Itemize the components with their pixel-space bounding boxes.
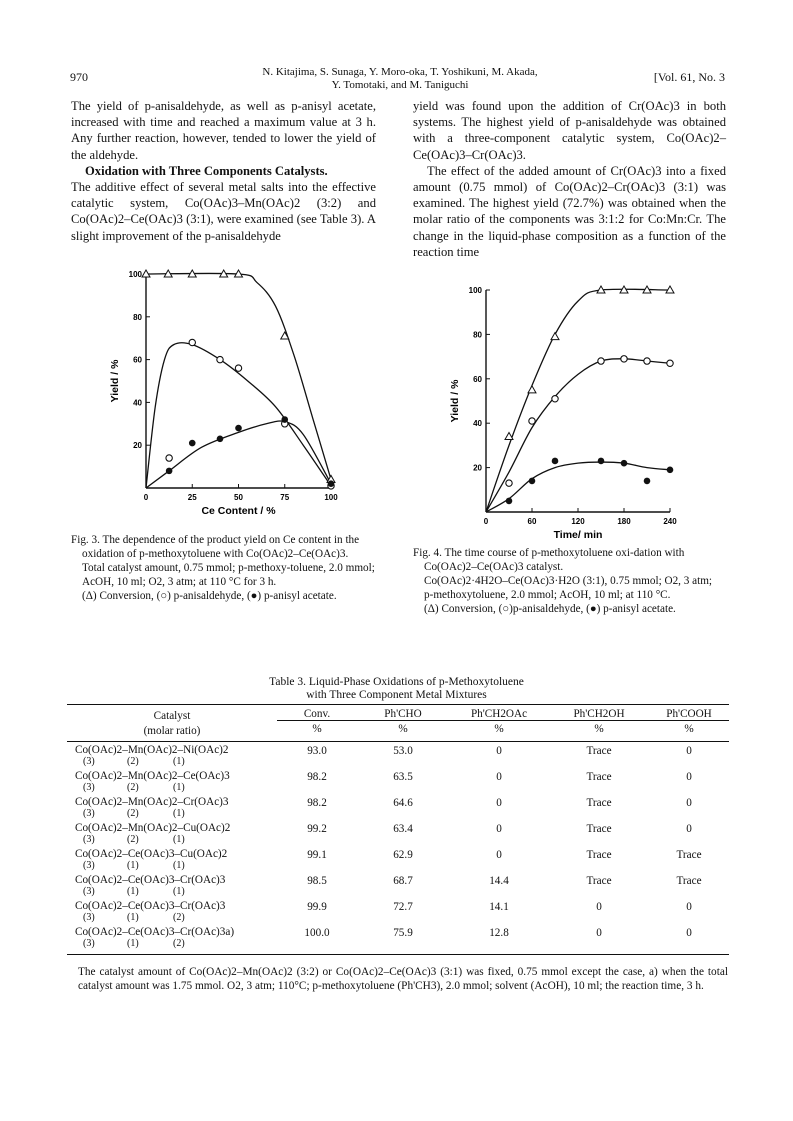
x-tick-label: 240 bbox=[663, 517, 677, 526]
table-cell-value: 99.1 bbox=[307, 849, 327, 861]
table-cell-catalyst bbox=[67, 872, 277, 898]
y-tick-label: 20 bbox=[473, 463, 482, 473]
table-cell-value: 75.9 bbox=[357, 924, 449, 955]
fig3-caption-title: Fig. 3. The dependence of the product yield on Ce content in the oxidation of p-methoxytoluene with Co(OAc)2–Ce(OAc)3. bbox=[71, 534, 360, 560]
table-cell-value: Trace bbox=[676, 849, 702, 861]
data-point-anisaldehyde bbox=[166, 455, 172, 461]
catalyst-name: Co(OAc)2–Ce(OAc)3–Cu(OAc)2 bbox=[75, 848, 228, 860]
table-cell-value: 53.0 bbox=[357, 742, 449, 769]
x-tick-label: 0 bbox=[483, 517, 489, 526]
left-paragraph-2: The additive effect of several metal salts into the effective catalytic system, Co(OAc)3–Mn(OAc)2 (3:2) and Co(OAc)2–Ce(OAc)3 (3:1), were examined (see Table 3). A slight improvement of the p-anisaldehyde bbox=[71, 180, 376, 243]
ratio-value: (3) bbox=[83, 860, 95, 871]
x-tick-label: 60 bbox=[527, 517, 537, 526]
data-point-anisyl-acetate bbox=[166, 468, 173, 475]
table-cell-value: Trace bbox=[586, 849, 612, 861]
y-tick-label: 20 bbox=[133, 441, 142, 451]
x-tick-label: 180 bbox=[617, 517, 631, 526]
data-point-anisyl-acetate bbox=[281, 416, 288, 423]
series-curve bbox=[146, 273, 331, 479]
table-cell-value: 72.7 bbox=[393, 901, 413, 913]
catalyst-name: Co(OAc)2–Mn(OAc)2–Ce(OAc)3 bbox=[75, 770, 230, 782]
catalyst-ratio bbox=[75, 886, 277, 898]
table-cell-value: 98.2 bbox=[307, 771, 327, 783]
table-cell-value: 0 bbox=[686, 797, 692, 809]
ratio-value: (1) bbox=[127, 912, 139, 923]
table-cell-value: 0 bbox=[649, 924, 729, 955]
right-paragraph-2: The effect of the added amount of Cr(OAc)3 into a fixed amount (0.75 mmol) of Co(OAc)2–Cr(OAc)3 (3:1) was examined. The highest yield (72.7%) was obtained when the molar ratio of the components was 3:1:2 for Co:Mn:Cr. The change in the liquid-phase composition as a function of the reaction time bbox=[413, 163, 726, 259]
table-cell-value: 63.4 bbox=[393, 823, 413, 835]
ratio-value: (3) bbox=[83, 808, 95, 819]
table-cell-catalyst bbox=[67, 898, 277, 924]
fig3-caption bbox=[71, 533, 376, 603]
table-row bbox=[67, 794, 729, 820]
table3-body bbox=[67, 742, 729, 955]
data-point-anisaldehyde bbox=[217, 356, 223, 362]
catalyst-ratio bbox=[75, 756, 277, 768]
table-cell-value: 64.6 bbox=[393, 797, 413, 809]
table-cell-value: 99.2 bbox=[307, 823, 327, 835]
table3-header-ch2oac: Ph'CH2OAc bbox=[470, 708, 528, 720]
data-point-anisyl-acetate bbox=[644, 478, 651, 485]
series-curve bbox=[486, 462, 670, 512]
table-cell-value: 0 bbox=[549, 924, 649, 955]
ratio-value: (1) bbox=[127, 938, 139, 949]
catalyst-ratio bbox=[75, 912, 277, 924]
table-cell-value: 0 bbox=[496, 823, 502, 835]
table-cell-value: Trace bbox=[586, 771, 612, 783]
x-tick-label: 75 bbox=[280, 493, 290, 502]
section-heading: Oxidation with Three Components Catalysts. bbox=[85, 163, 328, 178]
ratio-value: (3) bbox=[83, 938, 95, 949]
table-cell-catalyst bbox=[67, 924, 277, 955]
fig4-caption-legend: (Δ) Conversion, (○)p-anisaldehyde, (●) p-anisyl acetate. bbox=[424, 603, 676, 615]
table-cell-value: 0 bbox=[596, 901, 602, 913]
data-point-anisyl-acetate bbox=[506, 498, 513, 505]
table-cell-value: 93.0 bbox=[277, 742, 357, 769]
table-cell-value: 100.0 bbox=[277, 924, 357, 955]
left-column bbox=[71, 98, 376, 244]
table-cell-value: 62.9 bbox=[393, 849, 413, 861]
fig4-caption-title: Fig. 4. The time course of p-methoxytoluene oxi-dation with Co(OAc)2–Ce(OAc)3 catalyst. bbox=[413, 547, 685, 573]
data-point-anisaldehyde bbox=[529, 418, 535, 424]
data-point-anisyl-acetate bbox=[621, 460, 628, 467]
data-point-conversion bbox=[551, 333, 559, 340]
fig3-svg bbox=[100, 268, 370, 528]
ratio-value: (2) bbox=[127, 808, 139, 819]
table3-subheader-ratio: (molar ratio) bbox=[143, 725, 201, 737]
table3-caption-line-1: Table 3. Liquid-Phase Oxidations of p-Methoxytoluene bbox=[269, 676, 524, 688]
y-tick-label: 100 bbox=[128, 270, 142, 279]
table-cell-value: Trace bbox=[586, 823, 612, 835]
x-axis-label: Time/ min bbox=[553, 529, 603, 541]
catalyst-name: Co(OAc)2–Mn(OAc)2–Cr(OAc)3 bbox=[75, 796, 229, 808]
table3-header-cho: Ph'CHO bbox=[384, 708, 422, 720]
data-point-anisaldehyde bbox=[506, 480, 512, 486]
table-cell-value: 0 bbox=[496, 797, 502, 809]
catalyst-ratio bbox=[75, 860, 277, 872]
ratio-value: (1) bbox=[127, 886, 139, 897]
table-cell-value: 0 bbox=[496, 849, 502, 861]
x-tick-label: 100 bbox=[324, 493, 338, 502]
data-point-anisaldehyde bbox=[644, 358, 650, 364]
table-cell-value: 68.7 bbox=[393, 875, 413, 887]
data-point-anisaldehyde bbox=[621, 356, 627, 362]
data-point-anisaldehyde bbox=[189, 339, 195, 345]
x-axis-label: Ce Content / % bbox=[201, 505, 276, 517]
ratio-value: (3) bbox=[83, 834, 95, 845]
authors bbox=[200, 66, 600, 92]
x-tick-label: 0 bbox=[143, 493, 149, 502]
ratio-value: (1) bbox=[173, 860, 185, 871]
table3-header-catalyst: Catalyst (molar ratio) bbox=[67, 705, 277, 742]
ratio-value: (3) bbox=[83, 756, 95, 767]
ratio-value: (1) bbox=[173, 756, 185, 767]
catalyst-name: Co(OAc)2–Mn(OAc)2–Cu(OAc)2 bbox=[75, 822, 231, 834]
table-cell-catalyst bbox=[67, 846, 277, 872]
table-cell-catalyst bbox=[67, 742, 277, 769]
table-cell-value: 63.5 bbox=[393, 771, 413, 783]
table3-caption bbox=[0, 676, 793, 702]
catalyst-name: Co(OAc)2–Mn(OAc)2–Ni(OAc)2 bbox=[75, 744, 229, 756]
data-point-anisyl-acetate bbox=[552, 458, 559, 465]
table-row bbox=[67, 742, 729, 769]
catalyst-ratio bbox=[75, 808, 277, 820]
table-cell-value: Trace bbox=[586, 797, 612, 809]
data-point-anisyl-acetate bbox=[598, 458, 605, 465]
series-curve bbox=[486, 289, 670, 512]
table-row bbox=[67, 820, 729, 846]
table-cell-value: 0 bbox=[649, 742, 729, 769]
table3-unit: % bbox=[357, 721, 449, 742]
table-row bbox=[67, 846, 729, 872]
table-cell-value: 98.5 bbox=[307, 875, 327, 887]
y-tick-label: 40 bbox=[473, 419, 482, 429]
ratio-value: (3) bbox=[83, 886, 95, 897]
y-tick-label: 80 bbox=[133, 312, 142, 322]
data-point-anisaldehyde bbox=[235, 365, 241, 371]
data-point-anisyl-acetate bbox=[217, 435, 224, 442]
table3-header-ch2oh: Ph'CH2OH bbox=[573, 708, 625, 720]
x-tick-label: 25 bbox=[187, 493, 197, 502]
ratio-value: (1) bbox=[127, 860, 139, 871]
fig4-chart bbox=[440, 278, 710, 543]
table-row bbox=[67, 898, 729, 924]
catalyst-name: Co(OAc)2–Ce(OAc)3–Cr(OAc)3 bbox=[75, 874, 226, 886]
authors-line-1: N. Kitajima, S. Sunaga, Y. Moro-oka, T. Yoshikuni, M. Akada, bbox=[262, 66, 538, 78]
catalyst-name: Co(OAc)2–Ce(OAc)3–Cr(OAc)3a) bbox=[75, 926, 235, 938]
y-axis-label: Yield / % bbox=[449, 379, 461, 423]
fig3-caption-conditions: Total catalyst amount, 0.75 mmol; p-methoxy-toluene, 2.0 mmol; AcOH, 10 ml; O2, 3 atm; at 110 °C for 3 h. bbox=[82, 562, 375, 588]
catalyst-ratio bbox=[75, 938, 277, 950]
data-point-anisyl-acetate bbox=[235, 425, 242, 432]
x-tick-label: 50 bbox=[234, 493, 243, 502]
table-cell-value: Trace bbox=[586, 875, 612, 887]
data-point-conversion bbox=[528, 386, 536, 393]
ratio-value: (2) bbox=[173, 912, 185, 923]
table3-footnote: The catalyst amount of Co(OAc)2–Mn(OAc)2 (3:2) or Co(OAc)2–Ce(OAc)3 (3:1) was fixed, 0.75 mmol except the case, a) when the total catalyst amount was 1.75 mmol. O2, 3 atm; 110°C; p-methoxytoluene (Ph'CH3), 2.0 mmol; solvent (AcOH), 10 ml; the reaction time, 3 h. bbox=[78, 966, 728, 992]
fig3-chart bbox=[100, 268, 370, 533]
y-tick-label: 80 bbox=[473, 330, 482, 340]
table-cell-catalyst bbox=[67, 768, 277, 794]
y-tick-label: 60 bbox=[473, 374, 482, 384]
table-cell-value: Trace bbox=[676, 875, 702, 887]
table3-header-conv: Conv. bbox=[303, 708, 331, 720]
running-header bbox=[0, 66, 793, 96]
table3-unit: % bbox=[649, 721, 729, 742]
ratio-value: (1) bbox=[173, 782, 185, 793]
table3-caption-line-2: with Three Component Metal Mixtures bbox=[306, 689, 487, 701]
y-tick-label: 100 bbox=[468, 286, 482, 295]
table-cell-value: 0 bbox=[449, 742, 549, 769]
table-cell-value: 14.4 bbox=[489, 875, 509, 887]
table-cell-catalyst bbox=[67, 794, 277, 820]
table-cell-value: 98.2 bbox=[307, 797, 327, 809]
y-axis-label: Yield / % bbox=[109, 359, 121, 403]
table3-unit: % bbox=[277, 721, 357, 742]
table-cell-catalyst bbox=[67, 820, 277, 846]
table3-unit: % bbox=[449, 721, 549, 742]
table3-unit: % bbox=[549, 721, 649, 742]
authors-line-2: Y. Tomotaki, and M. Taniguchi bbox=[331, 79, 469, 91]
fig4-svg bbox=[440, 278, 710, 541]
table-cell-value: 99.9 bbox=[307, 901, 327, 913]
data-point-anisaldehyde bbox=[598, 358, 604, 364]
ratio-value: (3) bbox=[83, 912, 95, 923]
series-curve bbox=[486, 359, 670, 512]
table-cell-value: Trace bbox=[549, 742, 649, 769]
ratio-value: (2) bbox=[173, 938, 185, 949]
fig3-caption-legend: (Δ) Conversion, (○) p-anisaldehyde, (●) p-anisyl acetate. bbox=[82, 590, 337, 602]
ratio-value: (1) bbox=[173, 886, 185, 897]
data-point-anisaldehyde bbox=[552, 396, 558, 402]
data-point-anisyl-acetate bbox=[529, 478, 536, 485]
right-paragraph-1: yield was found upon the addition of Cr(OAc)3 in both systems. The highest yield of p-anisaldehyde was obtained with a three-component catalytic system, Co(OAc)2–Ce(OAc)3–Cr(OAc)3. bbox=[413, 99, 726, 162]
data-point-anisaldehyde bbox=[667, 360, 673, 366]
page-number: 970 bbox=[70, 70, 88, 84]
catalyst-ratio bbox=[75, 834, 277, 846]
table-cell-value: 0 bbox=[496, 771, 502, 783]
table-row bbox=[67, 768, 729, 794]
fig4-caption bbox=[413, 546, 723, 616]
ratio-value: (2) bbox=[127, 782, 139, 793]
ratio-value: (3) bbox=[83, 782, 95, 793]
table-cell-value: 14.1 bbox=[489, 901, 509, 913]
catalyst-ratio bbox=[75, 782, 277, 794]
data-point-anisyl-acetate bbox=[189, 440, 196, 447]
catalyst-name: Co(OAc)2–Ce(OAc)3–Cr(OAc)3 bbox=[75, 900, 226, 912]
table3-header-cooh: Ph'COOH bbox=[666, 708, 712, 720]
table-row bbox=[67, 872, 729, 898]
x-tick-label: 120 bbox=[571, 517, 585, 526]
table-cell-value: 0 bbox=[686, 771, 692, 783]
table-cell-value: 12.8 bbox=[449, 924, 549, 955]
y-tick-label: 60 bbox=[133, 355, 142, 365]
fig4-caption-conditions: Co(OAc)2·4H2O–Ce(OAc)3·H2O (3:1), 0.75 mmol; O2, 3 atm; p-methoxytoluene, 2.0 mmol; AcOH, 10 ml; at 110 °C. bbox=[424, 575, 713, 601]
left-paragraph-1: The yield of p-anisaldehyde, as well as p-anisyl acetate, increased with time and reached a maximum value at 3 h. Any further reaction, however, tended to lower the yield of the aldehyde. bbox=[71, 99, 376, 162]
table-cell-value: 0 bbox=[686, 823, 692, 835]
volume-info: [Vol. 61, No. 3 bbox=[653, 70, 725, 84]
ratio-value: (2) bbox=[127, 834, 139, 845]
table3 bbox=[67, 704, 729, 955]
ratio-value: (2) bbox=[127, 756, 139, 767]
y-tick-label: 40 bbox=[133, 398, 142, 408]
right-column bbox=[413, 98, 726, 260]
table-row bbox=[67, 924, 729, 955]
data-point-anisyl-acetate bbox=[328, 480, 335, 487]
ratio-value: (1) bbox=[173, 834, 185, 845]
data-point-anisyl-acetate bbox=[667, 467, 674, 474]
ratio-value: (1) bbox=[173, 808, 185, 819]
table-cell-value: 0 bbox=[686, 901, 692, 913]
